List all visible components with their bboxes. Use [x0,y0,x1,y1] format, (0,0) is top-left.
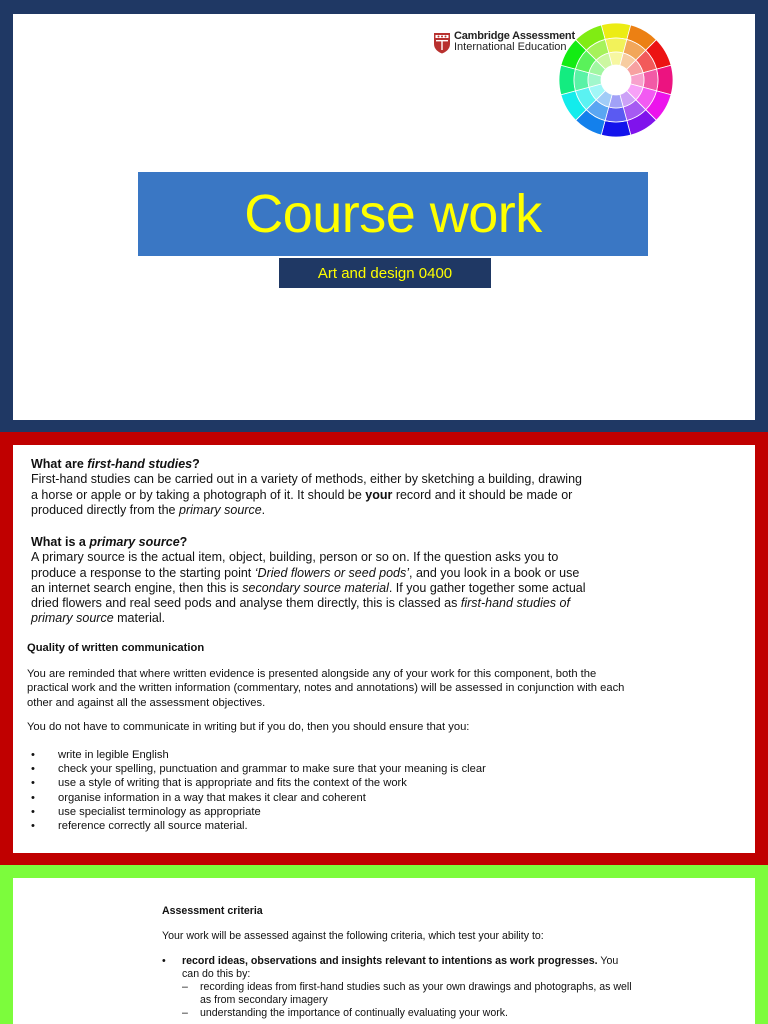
bullet-icon: • [31,749,35,762]
subitem-text: understanding the importance of continually evaluating your work. [200,1007,508,1019]
first-hand-studies-heading [31,457,591,472]
definitions-slide-canvas [13,445,755,853]
list-item-text: organise information in a way that makes it clear and coherent [58,791,366,804]
text-run: material. [113,611,166,626]
color-wheel-segment [559,65,575,95]
first-hand-studies-section [31,457,591,518]
color-wheel-segment [657,65,673,95]
criterion-subitem [162,981,632,1007]
list-item-text: write in legible English [58,749,169,762]
dash-icon: – [182,1007,188,1019]
text-emphasis: secondary source material [242,580,389,595]
bullet-icon: • [31,791,35,804]
criterion-item [162,955,632,981]
title-banner [138,172,648,256]
page-subtitle: Art and design 0400 [317,264,453,282]
heading-punct: ? [192,457,200,471]
list-item [27,805,627,819]
primary-source-text [31,550,591,626]
title-slide-canvas [13,14,755,420]
assessment-slide [0,865,768,1024]
list-item [27,762,627,776]
heading-punct: ? [179,535,188,549]
text-run: First-hand studies can be carried out in a variety of methods, either by sketching a building, drawing a horse or apple or by taking a photograph of it. It should be [31,472,582,502]
assessment-criteria-intro: Your work will be assessed against the following criteria, which test your ability to: [162,930,544,942]
page-title: Course work [244,184,542,244]
color-wheel-segment [601,23,631,39]
list-item [27,748,627,762]
list-item-text: use a style of writing that is appropriate and fits the context of the work [58,777,407,790]
color-wheel-segment [601,121,631,137]
color-wheel-center [602,66,630,94]
list-item [27,776,627,790]
list-item [27,819,627,833]
color-wheel-image [559,23,673,137]
bullet-icon: • [31,777,35,790]
subtitle-banner [279,258,491,288]
written-communication-section [27,641,627,833]
criterion-text: You can do this by: [182,955,619,980]
assessment-criteria-section [162,905,632,1020]
bullet-icon: • [162,955,166,967]
primary-source-section [31,535,591,627]
text-run: record and it should be made or produced directly from the [31,487,573,517]
written-communication-list [27,748,627,833]
text-emphasis: ‘Dried flowers or seed pods’ [254,565,410,580]
title-slide [0,0,768,432]
text-run: . If you gather together some actual dried flowers and real seed pods and analyse them directly, this is classed as [31,580,586,611]
list-item [27,791,627,805]
heading-text: What is a [31,535,90,549]
logo-line1: Cambridge Assessment [454,30,575,42]
written-communication-paragraph: You are reminded that where written evidence is presented alongside any of your work for this component, both the practical work and the written information (commentary, notes and annotations) will be assessed in conjunction with each other and against all the assessment objectives. [27,668,625,709]
text-run: . [261,502,266,517]
list-item-text: use specialist terminology as appropriate [58,805,261,818]
text-run: A primary source is the actual item, object, building, person or so on. If the question asks you to produce a response to the starting point [31,550,559,580]
list-item-text: check your spelling, punctuation and grammar to make sure that your meaning is clear [58,763,486,776]
text-run: , and you look in a book or use an internet search engine, then this is [31,565,580,595]
subitem-text: recording ideas from first-hand studies such as your own drawings and photographs, as well as from secondary imagery [200,981,632,1006]
assessment-slide-canvas [13,878,755,1024]
logo-text [454,31,575,53]
bullet-icon: • [31,805,35,818]
heading-emphasis: primary source [89,535,180,549]
dash-icon: – [182,981,188,993]
heading-emphasis: first-hand studies [87,457,193,471]
logo-line2: International Education [454,41,567,53]
text-bold: your [365,487,393,502]
criterion-bold: record ideas, observations and insights relevant to intentions as work progresses. [182,955,598,967]
cambridge-logo [433,31,575,54]
text-emphasis: primary source [179,502,262,517]
bullet-icon: • [31,820,35,833]
first-hand-studies-text [31,472,591,518]
definitions-slide [0,432,768,865]
list-item-text: reference correctly all source material. [58,820,248,833]
cambridge-shield-icon [433,32,451,54]
text-emphasis: first-hand studies of primary source [31,596,570,626]
written-communication-heading: Quality of written communication [27,642,205,654]
assessment-criteria-heading: Assessment criteria [162,905,263,917]
primary-source-heading [31,535,591,550]
criterion-subitem [162,1007,632,1020]
heading-text: What are [31,457,88,471]
written-communication-paragraph: You do not have to communicate in writing but if you do, then you should ensure that you: [27,720,470,733]
bullet-icon: • [31,763,35,776]
